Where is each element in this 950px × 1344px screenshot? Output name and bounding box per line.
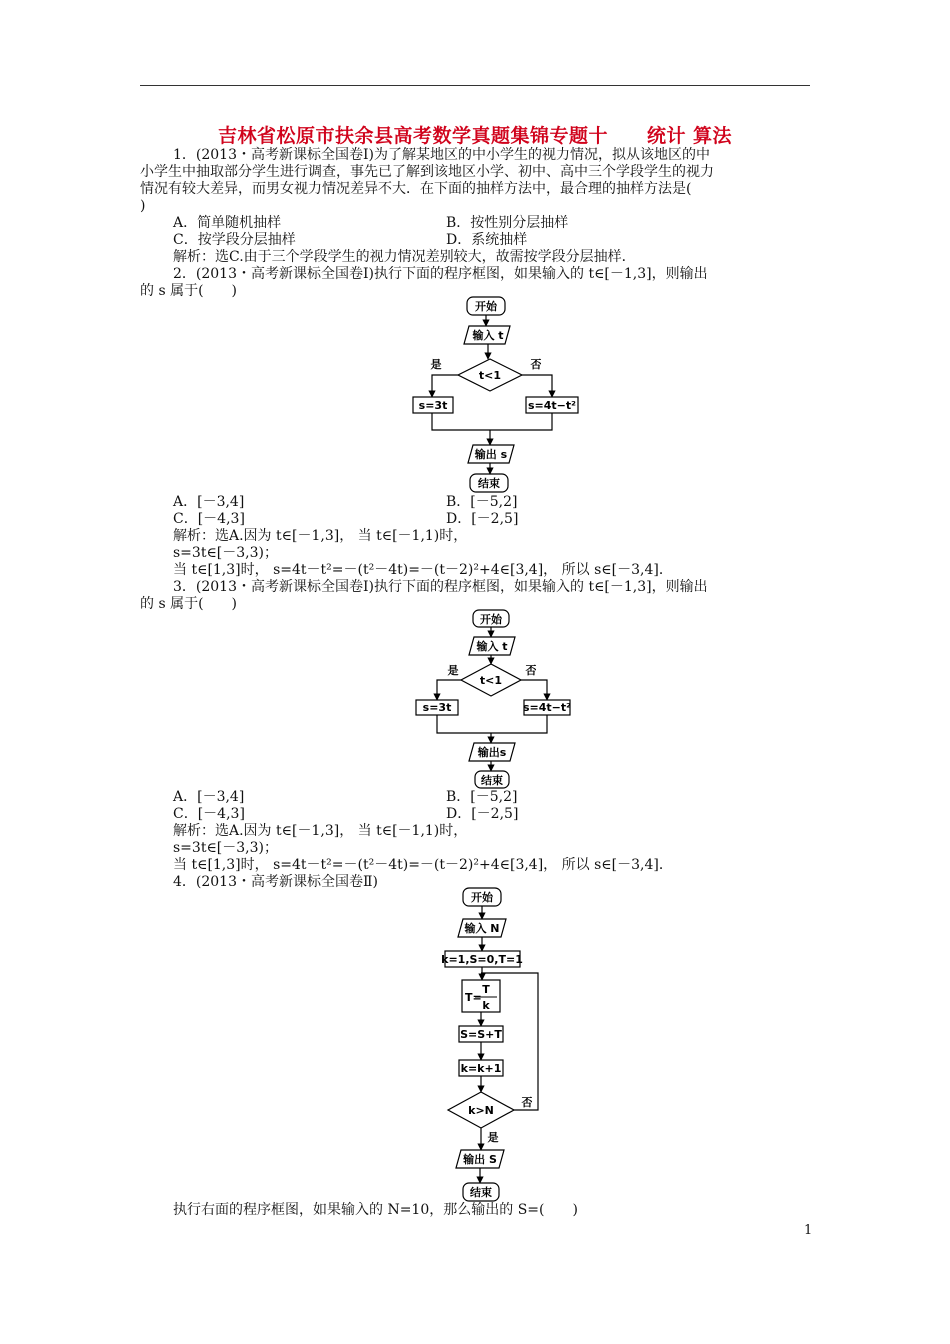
flow3-assign-numerator: T	[482, 983, 490, 996]
flow3-start: 开始	[471, 891, 493, 904]
flow3-end: 结束	[470, 1186, 492, 1199]
flow2-no: 否	[525, 664, 537, 677]
flow1-no: 否	[530, 358, 542, 371]
q4-question: 执行右面的程序框图，如果输入的 N=10，那么输出的 S=( )	[173, 1202, 578, 1218]
flow2-input: 输入 t	[476, 640, 508, 653]
flow3-output: 输出 S	[463, 1153, 497, 1166]
q1-option-a: A．简单随机抽样	[173, 215, 282, 231]
q3-analysis-2: s=3t∈[－3,3)；	[173, 840, 278, 856]
flow1-left: s=3t	[418, 399, 448, 412]
q2-analysis-2: s=3t∈[－3,3)；	[173, 545, 278, 561]
flow3-yes: 是	[487, 1131, 499, 1144]
flow1-end: 结束	[478, 477, 500, 490]
page-title: 吉林省松原市扶余县高考数学真题集锦专题十 统计 算法	[217, 125, 733, 147]
q2-option-a: A．[－3,4]	[173, 494, 245, 510]
q1-option-b: B．按性别分层抽样	[446, 215, 569, 231]
q3-line1: 3．(2013・高考新课标全国卷Ⅰ)执行下面的程序框图，如果输入的 t∈[－1,3]，则输出	[173, 579, 708, 595]
q3-option-d: D．[－2,5]	[446, 806, 519, 822]
q3-option-c: C．[－4,3]	[173, 806, 245, 822]
q1-line2: 小学生中抽取部分学生进行调查，事先已了解到该地区小学、初中、高中三个学段学生的视力	[140, 164, 714, 180]
q2-analysis-1: 解析：选A.因为 t∈[－1,3]， 当 t∈[－1,1)时，	[173, 528, 468, 544]
flow2-end: 结束	[481, 774, 503, 787]
q2-option-d: D．[－2,5]	[446, 511, 519, 527]
flow3-init: k=1,S=0,T=1	[441, 953, 523, 966]
flow2-output: 输出s	[477, 746, 507, 759]
q1-option-d: D．系统抽样	[446, 232, 528, 248]
q2-option-b: B．[－5,2]	[446, 494, 518, 510]
flow3-input: 输入 N	[464, 922, 500, 935]
page-number: 1	[804, 1223, 813, 1238]
flow1-input: 输入 t	[472, 329, 504, 342]
flow1-condition: t<1	[478, 369, 502, 382]
flow2-right: s=4t−t²	[523, 701, 571, 714]
q1-line3: 情况有较大差异，而男女视力情况差异不大．在下面的抽样方法中，最合理的抽样方法是(	[140, 181, 692, 197]
flow3-sum: S=S+T	[460, 1028, 502, 1041]
flow3-condition: k>N	[468, 1104, 494, 1117]
flow1-output: 输出 s	[474, 448, 508, 461]
flow2-yes: 是	[447, 664, 459, 677]
q3-analysis-1: 解析：选A.因为 t∈[－1,3]， 当 t∈[－1,1)时，	[173, 823, 468, 839]
flow1-start: 开始	[475, 300, 497, 313]
q4-line1: 4．(2013・高考新课标全国卷Ⅱ)	[173, 874, 378, 890]
q1-analysis: 解析：选C.由于三个学段学生的视力情况差别较大，故需按学段分层抽样．	[173, 249, 636, 265]
q1-option-c: C．按学段分层抽样	[173, 232, 296, 248]
q3-option-b: B．[－5,2]	[446, 789, 518, 805]
q3-option-a: A．[－3,4]	[173, 789, 245, 805]
flow3-increment: k=k+1	[460, 1062, 502, 1075]
flow1-yes: 是	[430, 358, 442, 371]
flow3-assign-denominator: k	[482, 999, 490, 1012]
flow3-no: 否	[521, 1096, 533, 1109]
flow2-condition: t<1	[479, 674, 503, 687]
q2-analysis-3: 当 t∈[1,3]时， s=4t－t²=－(t²－4t)=－(t－2)²+4∈[3,4]， 所以 s∈[－3,4]．	[173, 562, 673, 578]
flow2-start: 开始	[480, 613, 502, 626]
q2-line2: 的 s 属于( )	[140, 283, 238, 299]
q2-line1: 2．(2013・高考新课标全国卷Ⅰ)执行下面的程序框图，如果输入的 t∈[－1,3]，则输出	[173, 266, 708, 282]
flow2-left: s=3t	[422, 701, 452, 714]
q3-analysis-3: 当 t∈[1,3]时， s=4t－t²=－(t²－4t)=－(t－2)²+4∈[3,4]， 所以 s∈[－3,4]．	[173, 857, 673, 873]
q2-option-c: C．[－4,3]	[173, 511, 245, 527]
q1-line4: )	[140, 198, 146, 214]
q3-line2: 的 s 属于( )	[140, 596, 238, 612]
q1-line1: 1．(2013・高考新课标全国卷Ⅰ)为了解某地区的中小学生的视力情况，拟从该地区的中	[173, 147, 710, 163]
flow3-assign-lhs: T=	[465, 991, 482, 1004]
flow1-right: s=4t−t²	[528, 399, 576, 412]
